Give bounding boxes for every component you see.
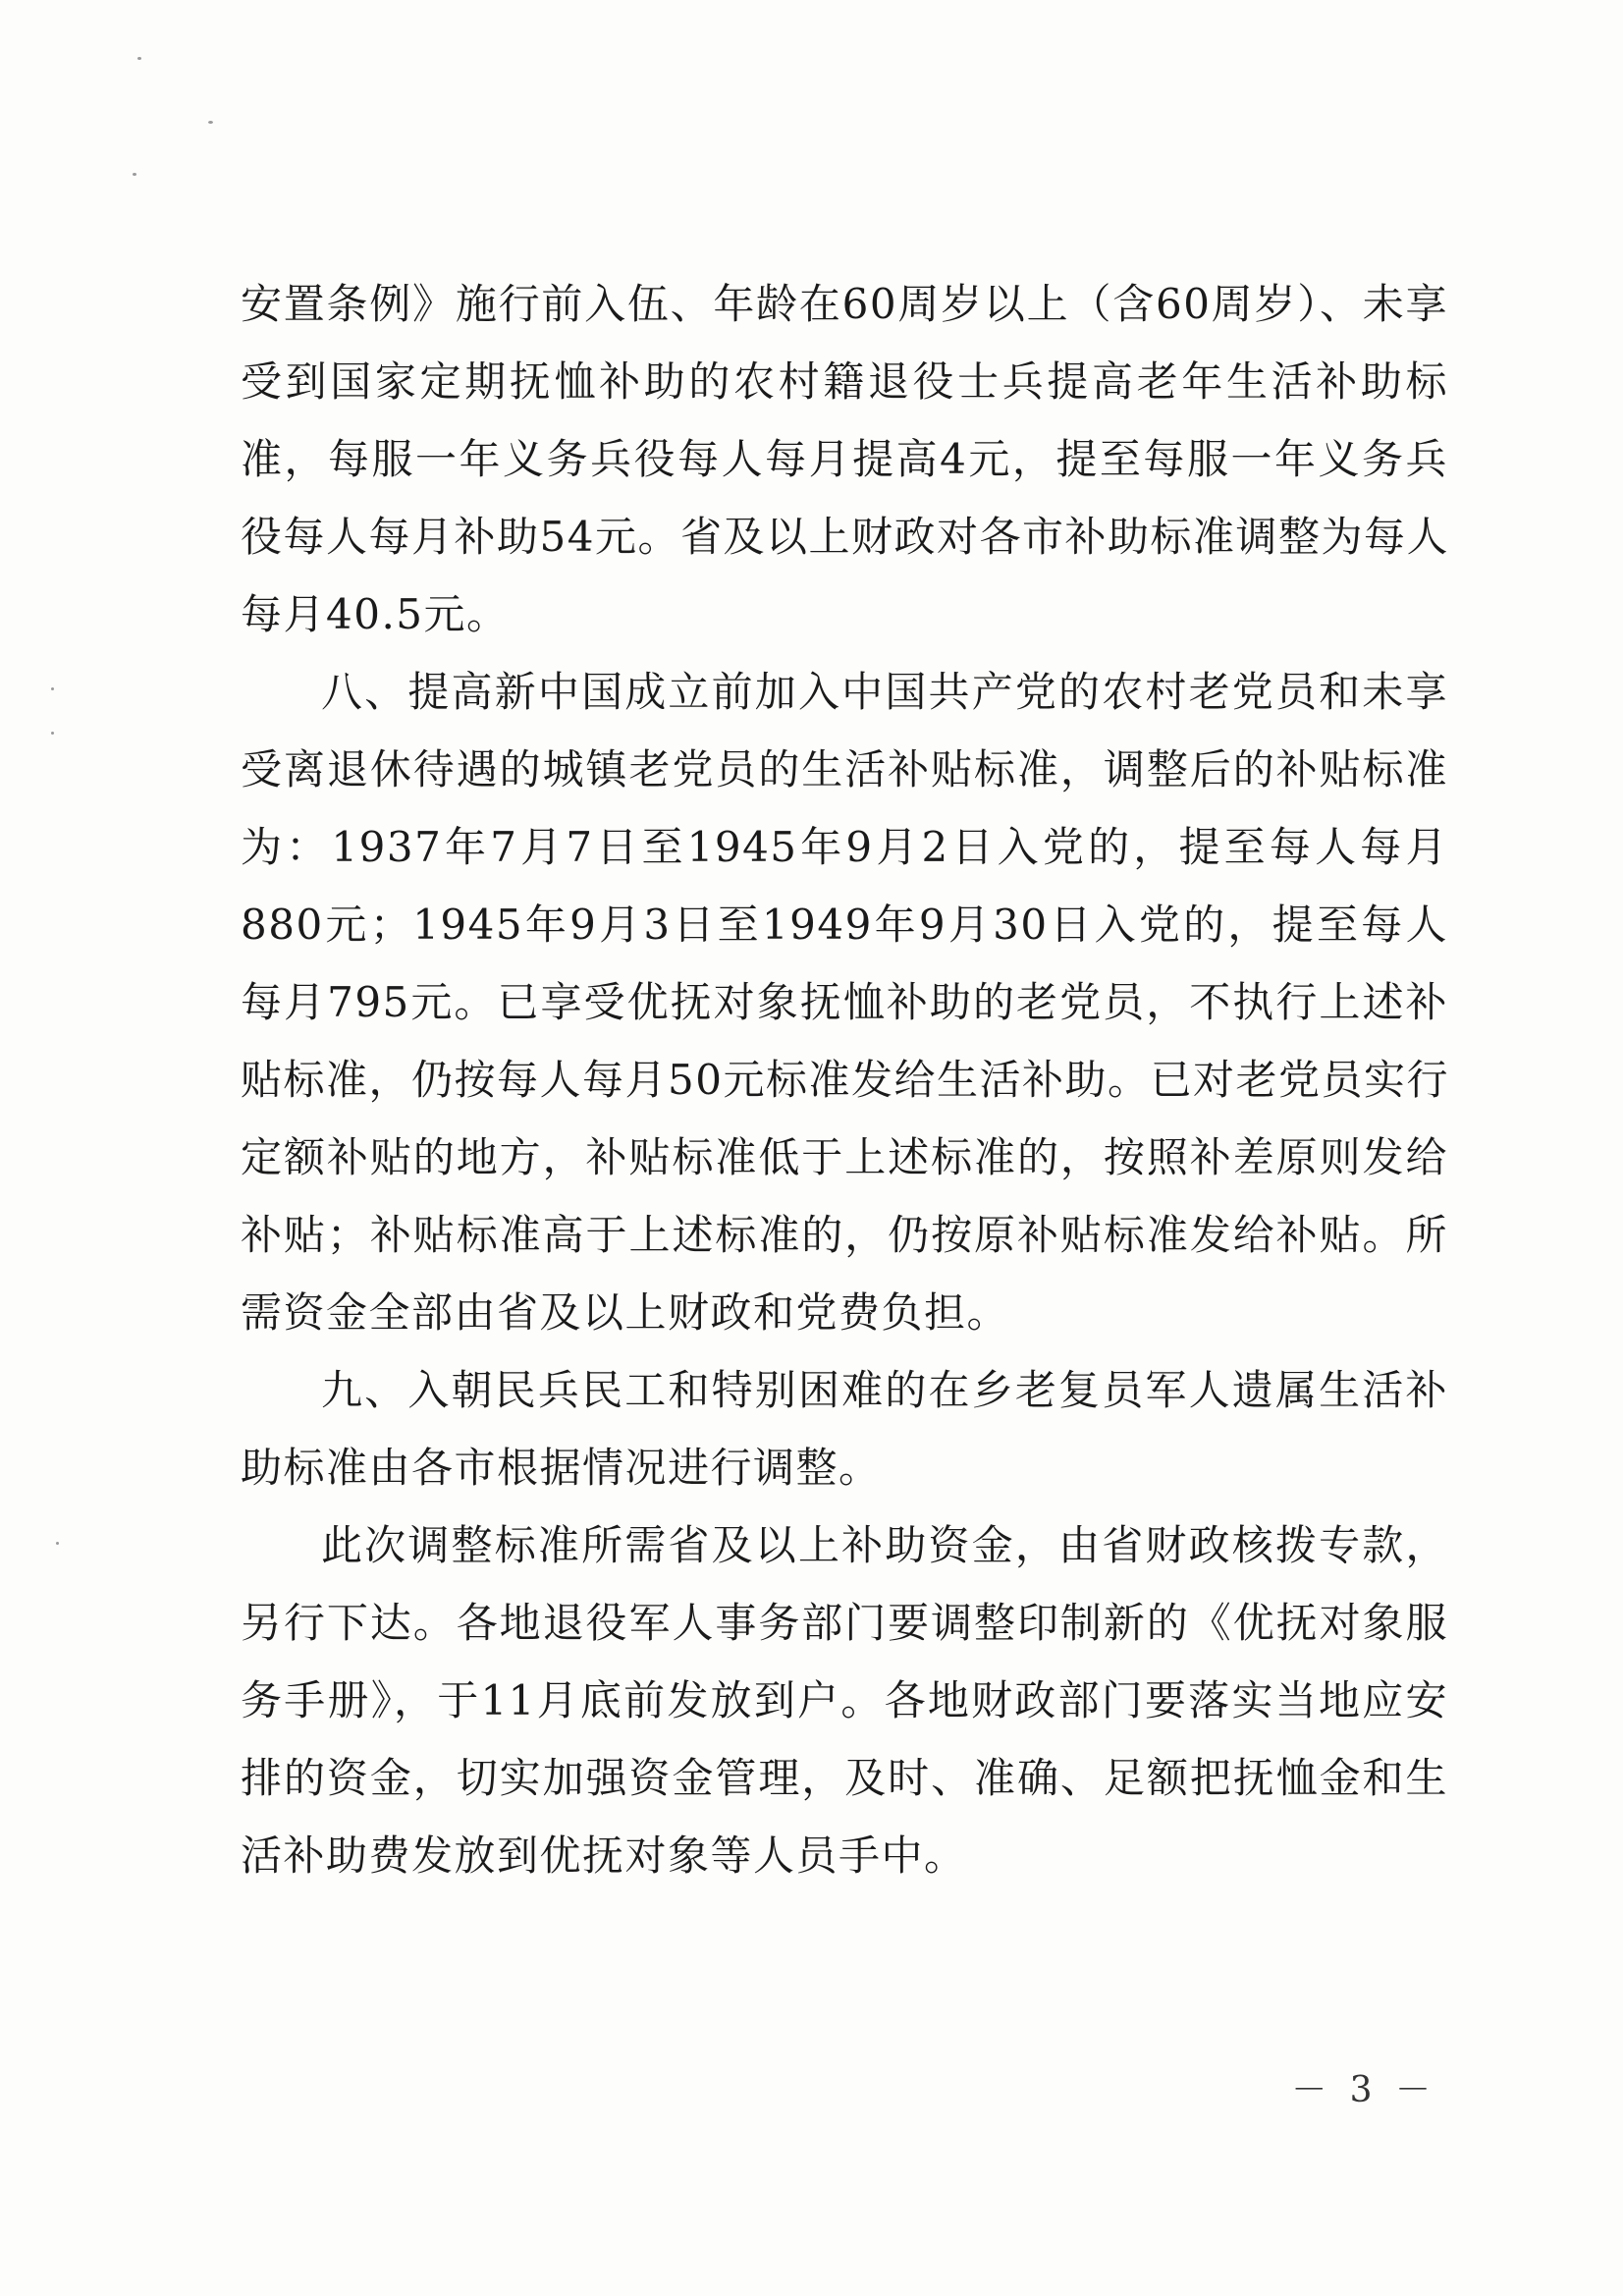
text-line: 每月795元。已享受优抚对象抚恤补助的老党员，不执行上述补 [241,978,1448,1026]
text-line: 补贴；补贴标准高于上述标准的，仍按原补贴标准发给补贴。所 [241,1211,1448,1259]
text-line: 贴标准，仍按每人每月50元标准发给生活补助。已对老党员实行 [241,1056,1449,1104]
paragraph-closing [241,1506,1448,1894]
scan-speck [51,732,54,735]
text-line: 八、提高新中国成立前加入中国共产党的农村老党员和未享 [321,668,1448,716]
text-line: 安置条例》施行前入伍、年龄在60周岁以上（含60周岁）、未享 [241,280,1448,328]
page-number: － 3 － [1291,2070,1436,2110]
text-line: 排的资金，切实加强资金管理，及时、准确、足额把抚恤金和生 [241,1754,1448,1802]
scan-speck [51,687,54,690]
paragraph-continuation [241,265,1448,653]
scan-speck [56,1542,59,1545]
text-line: 定额补贴的地方，补贴标准低于上述标准的，按照补差原则发给 [241,1133,1448,1181]
text-line: 役每人每月补助54元。省及以上财政对各市补助标准调整为每人 [241,513,1449,561]
text-line: 准，每服一年义务兵役每人每月提高4元，提至每服一年义务兵 [241,435,1448,483]
text-line: 另行下达。各地退役军人事务部门要调整印制新的《优抚对象服 [241,1599,1448,1647]
text-line: 每月40.5元。 [241,590,510,638]
text-line: 此次调整标准所需省及以上补助资金，由省财政核拨专款， [321,1521,1448,1569]
text-line: 受离退休待遇的城镇老党员的生活补贴标准，调整后的补贴标准 [241,745,1448,793]
text-line: 务手册》，于11月底前发放到户。各地财政部门要落实当地应安 [241,1676,1448,1724]
text-line: 受到国家定期抚恤补助的农村籍退役士兵提高老年生活补助标 [241,357,1448,406]
text-line: 助标准由各市根据情况进行调整。 [241,1444,882,1492]
text-line: 九、入朝民兵民工和特别困难的在乡老复员军人遗属生活补 [321,1366,1448,1414]
text-line: 需资金全部由省及以上财政和党费负担。 [241,1288,1010,1337]
text-line: 880元；1945年9月3日至1949年9月30日入党的，提至每人 [241,901,1448,949]
scan-speck [208,121,213,124]
scan-speck [133,173,136,176]
text-line: 活补助费发放到优抚对象等人员手中。 [241,1831,967,1880]
scan-speck [137,57,141,60]
document-body [241,265,1448,1894]
text-line: 为：1937年7月7日至1945年9月2日入党的，提至每人每月 [241,823,1448,871]
paragraph-item-eight [241,653,1448,1351]
paragraph-item-nine [241,1351,1448,1506]
